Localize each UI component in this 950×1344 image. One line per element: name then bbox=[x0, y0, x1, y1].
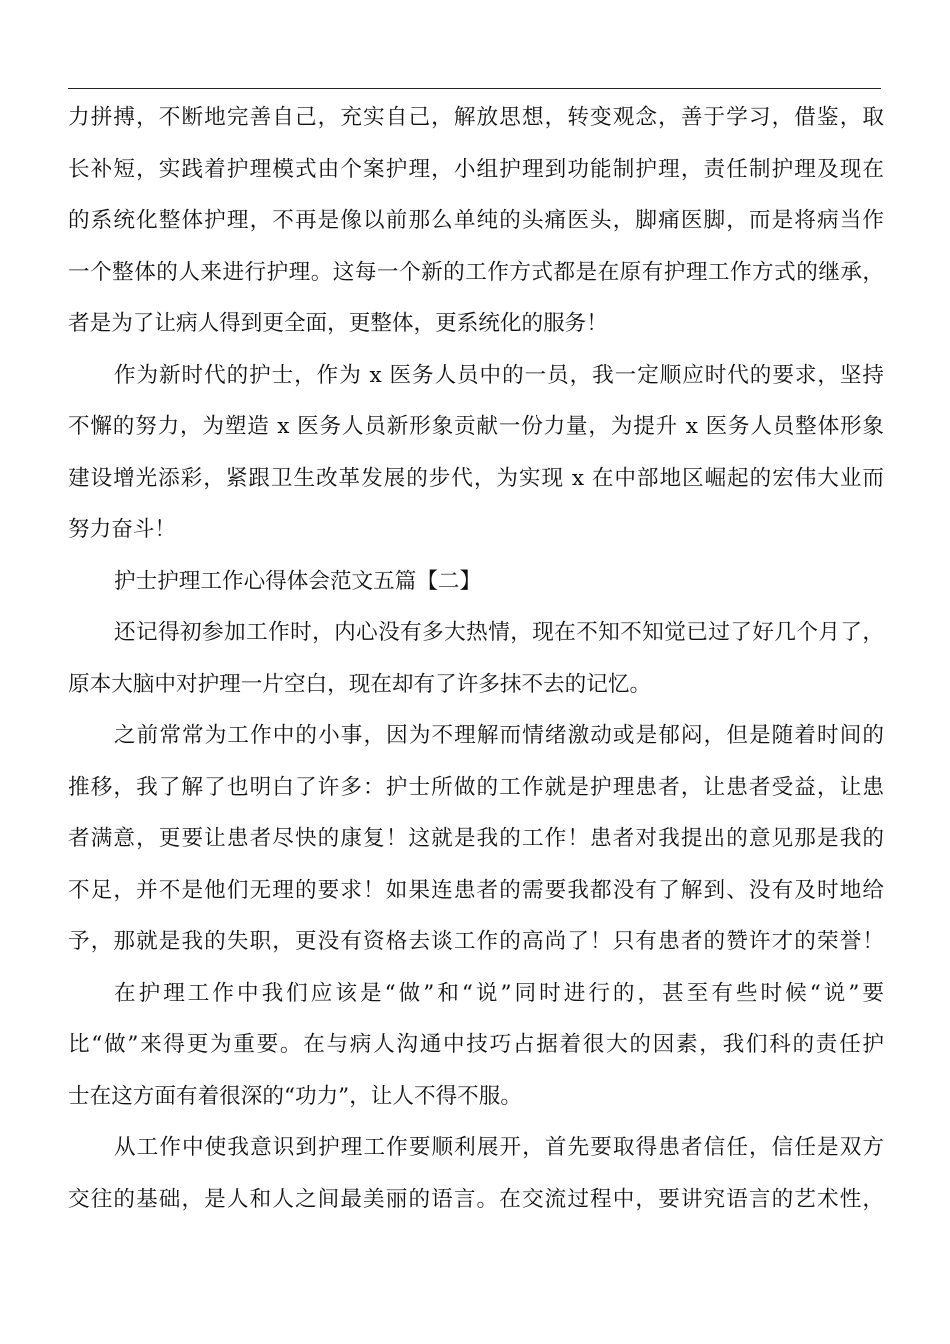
text-line: 予，那就是我的失职，更没有资格去谈工作的高尚了！只有患者的赞许才的荣誉！ bbox=[68, 929, 884, 954]
text-line: 推移，我了解了也明白了许多：护士所做的工作就是护理患者，让患者受益，让患 bbox=[68, 774, 884, 800]
text-line: 在护理工作中我们应该是“做”和“说”同时进行的，甚至有些时候“说”要 bbox=[114, 980, 884, 1006]
text-line: 长补短，实践着护理模式由个案护理，小组护理到功能制护理，责任制护理及现在 bbox=[68, 156, 884, 182]
text-line: 比“做”来得更为重要。在与病人沟通中技巧占据着很大的因素，我们科的责任护 bbox=[68, 1032, 884, 1057]
text-line: 从工作中使我意识到护理工作要顺利展开，首先要取得患者信任，信任是双方 bbox=[114, 1135, 884, 1160]
text-line: 的系统化整体护理，不再是像以前那么单纯的头痛医头，脚痛医脚，而是将病当作 bbox=[68, 208, 884, 233]
text-line: 者满意，更要让患者尽快的康复！这就是我的工作！患者对我提出的意见那是我的 bbox=[68, 826, 884, 851]
text-line: 原本大脑中对护理一片空白，现在却有了许多抹不去的记忆。 bbox=[68, 671, 652, 697]
text-line: 之前常常为工作中的小事，因为不理解而情绪激动或是郁闷，但是随着时间的 bbox=[114, 723, 884, 748]
text-line: 努力奋斗！ bbox=[68, 517, 176, 542]
text-line: 士在这方面有着很深的“功力”，让人不得不服。 bbox=[68, 1083, 522, 1109]
text-line: 力拼搏，不断地完善自己，充实自己，解放思想，转变观念，善于学习，借鉴，取 bbox=[68, 105, 884, 130]
header-rule bbox=[68, 88, 881, 89]
text-line: 建设增光添彩，紧跟卫生改革发展的步代，为实现 x 在中部地区崛起的宏伟大业而 bbox=[68, 465, 884, 491]
text-line: 作为新时代的护士，作为 x 医务人员中的一员，我一定顺应时代的要求，坚持 bbox=[114, 362, 884, 388]
text-line: 不懈的努力，为塑造 x 医务人员新形象贡献一份力量，为提升 x 医务人员整体形象 bbox=[68, 414, 884, 439]
text-line: 还记得初参加工作时，内心没有多大热情，现在不知不知觉已过了好几个月了， bbox=[114, 620, 884, 645]
text-line: 者是为了让病人得到更全面，更整体，更系统化的服务！ bbox=[68, 311, 608, 336]
text-line: 交往的基础，是人和人之间最美丽的语言。在交流过程中，要讲究语言的艺术性， bbox=[68, 1186, 884, 1212]
text-line: 不足，并不是他们无理的要求！如果连患者的需要我都没有了解到、没有及时地给 bbox=[68, 877, 884, 903]
text-line: 一个整体的人来进行护理。这每一个新的工作方式都是在原有护理工作方式的继承， bbox=[68, 259, 884, 285]
document-body bbox=[68, 92, 884, 1225]
text-line: 护士护理工作心得体会范文五篇【二】 bbox=[114, 568, 482, 594]
